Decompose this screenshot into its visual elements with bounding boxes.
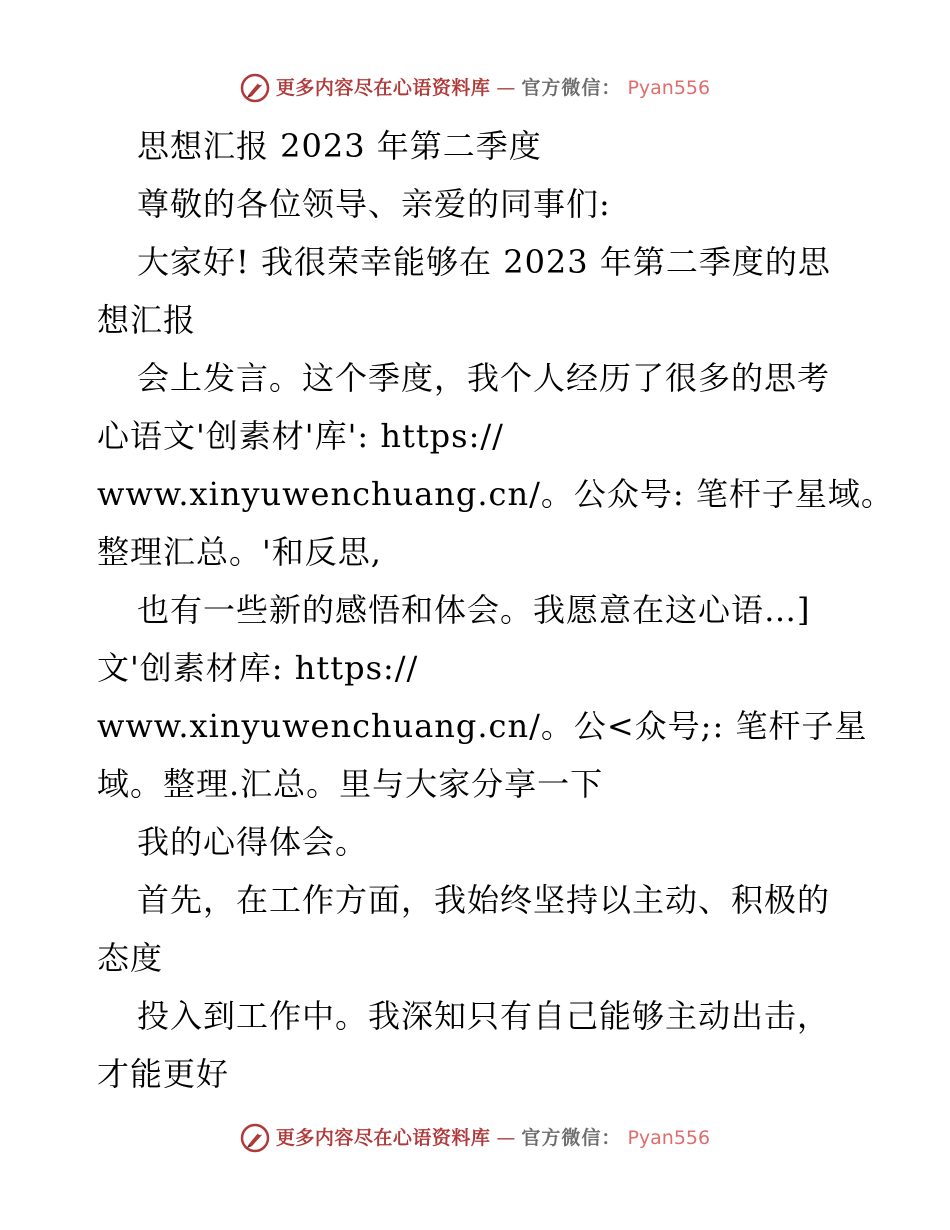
paragraph-line: 大家好! 我很荣幸能够在 2023 年第二季度的思 xyxy=(137,243,831,281)
watermark-brand-text: 更多内容尽在心语资料库 xyxy=(275,1126,491,1149)
paragraph-line: 才能更好 xyxy=(97,1055,230,1093)
paragraph-line: 首先，在工作方面，我始终坚持以主动、积极的 xyxy=(137,881,831,919)
paragraph-line: 会上发言。这个季度，我个人经历了很多的思考 xyxy=(137,359,831,397)
watermark-official-label: 官方微信： xyxy=(521,1126,622,1149)
watermark-official-label: 官方微信： xyxy=(521,76,622,99)
salutation: 尊敬的各位领导、亲爱的同事们: xyxy=(137,185,611,223)
document-title: 思想汇报 2023 年第二季度 xyxy=(137,127,542,165)
watermark-wechat-id: Pyan556 xyxy=(627,76,711,99)
fountain-pen-circle-icon xyxy=(240,73,270,103)
paragraph-line: 想汇报 xyxy=(97,301,197,339)
paragraph-line: 心语文'创素材'库': https:// xyxy=(97,417,504,455)
paragraph-line: 投入到工作中。我深知只有自己能够主动出击， xyxy=(137,997,831,1035)
paragraph-line: www.xinyuwenchuang.cn/。公<众号;: 笔杆子星 xyxy=(97,707,868,745)
watermark-dash: — xyxy=(496,1126,516,1149)
watermark-dash: — xyxy=(496,76,516,99)
paragraph-line: 文'创素材库: https:// xyxy=(97,649,419,687)
watermark-wechat-id: Pyan556 xyxy=(627,1126,711,1149)
watermark-footer xyxy=(0,1123,950,1153)
fountain-pen-circle-icon xyxy=(240,1123,270,1153)
paragraph-line: 态度 xyxy=(97,939,164,977)
paragraph-line: 也有一些新的感悟和体会。我愿意在这心语…] xyxy=(137,591,811,629)
watermark-brand-text: 更多内容尽在心语资料库 xyxy=(275,76,491,99)
paragraph-line: 我的心得体会。 xyxy=(137,823,369,861)
paragraph-line: 域。整理.汇总。里与大家分享一下 xyxy=(97,765,604,803)
watermark-header xyxy=(0,73,950,103)
paragraph-line: 整理汇总。'和反思, xyxy=(97,533,382,571)
paragraph-line: www.xinyuwenchuang.cn/。公众号: 笔杆子星域。 xyxy=(97,475,894,513)
